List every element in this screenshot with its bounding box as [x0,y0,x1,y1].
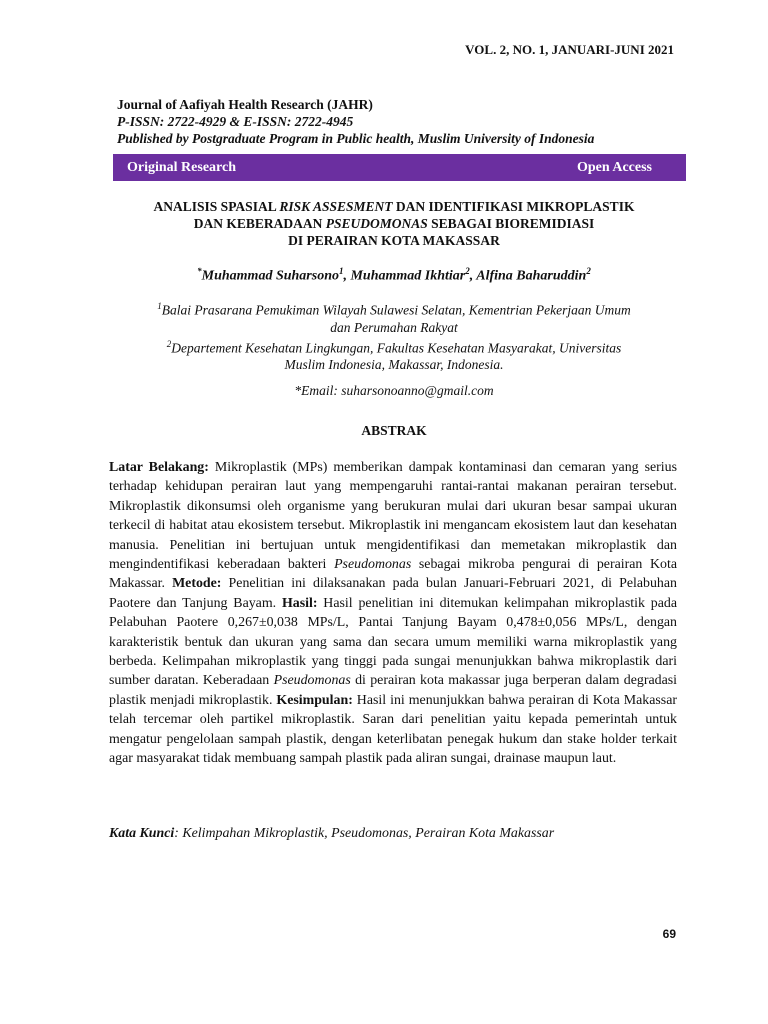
abstract-text: di perairan kota makassar juga berperan dalam degradasi plastik menjadi mikroplastik. [109,673,678,708]
title-part: SEBAGAI BIOREMIDIASI [427,216,595,231]
title-part: DI PERAIRAN KOTA MAKASSAR [288,233,500,248]
abstract-body [109,458,677,769]
affiliation-text: Balai Prasarana Pemukiman Wilayah Sulawesi Selatan, Kementrian Pekerjaan Umum [161,302,631,318]
article-type-banner [113,154,686,181]
affiliation-text: dan Perumahan Rakyat [330,319,458,335]
section-label: Hasil: [281,595,318,611]
abstract-text: Hasil ini menunjukkan bahwa perairan di Kota Makassar telah tercemar oleh partikel mikroplastik. Saran dari penelitian yaitu kepada pemerintah untuk mengatur pengelolaan sampah plastik, dengan keterlibatan penegak hukum dan stake holder terkait agar masyarakat tidak membuang sampah plastik pada aliran sungai, drainase maupun laut. [109,692,677,767]
affiliation-text: Departement Kesehatan Lingkungan, Fakultas Kesehatan Masyarakat, Universitas [171,340,622,355]
title-italic: PSEUDOMONAS [325,216,428,231]
author-email: *Email: suharsonoanno@gmail.com [294,383,494,398]
volume-header: VOL. 2, NO. 1, JANUARI-JUNI 2021 [465,42,674,57]
abstract-italic: Pseudomonas [334,557,412,573]
title-part: DAN IDENTIFIKASI MIKROPLASTIK [392,199,635,214]
section-label: Metode: [172,576,222,592]
keywords-label: Kata Kunci [109,826,175,841]
abstract-text: Hasil penelitian ini ditemukan kelimpahan mikroplastik pada Pelabuhan Paotere 0,267±0,038 MPs/L, Pantai Tanjung Bayam 0,478±0,056 MPs/L, dengan karakteristik bentuk dan ukuran yang sama dan secara umum memiliki warna mikroplastik yang berbeda. Kelimpahan mikroplastik yang tinggi pada sungai menunjukkan bahwa mikroplastik dari sumber daratan. Keberadaan [109,595,677,689]
title-part: ANALISIS SPASIAL [153,199,280,214]
abstract-text: Penelitian ini dilaksanakan pada bulan Januari-Februari 2021, di Pelabuhan Paotere dan Tanjung Bayam. [109,576,677,611]
article-type-label: Original Research [127,159,237,175]
author-affil-mark: 2 [586,266,591,276]
journal-info [117,96,687,147]
section-label: Kesimpulan: [276,692,353,708]
abstract-italic: Pseudomonas [273,673,351,689]
title-italic: RISK ASSESMENT [279,199,393,214]
keywords-text: : Kelimpahan Mikroplastik, Pseudomonas, Perairan Kota Makassar [174,826,555,841]
affiliation-text: Muslim Indonesia, Makassar, Indonesia. [284,357,504,372]
journal-publisher: Published by Postgraduate Program in Public health, Muslim University of Indonesia [117,131,595,146]
corresponding-mark: * [197,266,202,276]
affiliations [109,298,679,373]
author-affil-mark: 2 [465,266,470,276]
section-label: Latar Belakang: [109,460,209,475]
abstract-text: Mikroplastik (MPs) memberikan dampak kontaminasi dan cemaran yang serius terhadap kehidupan perairan laut yang mempengaruhi rantai-rantai makanan perairan tersebut. Mikroplastik dikonsumsi oleh organisme yang berukuran mulai dari ukuran besar sampai ukuran terkecil di habitat atau ekosistem tersebut. Mikroplastik ini mengancam ekosistem laut dan kesehatan manusia. Penelitian ini bertujuan untuk mengidentifikasi dan memetakan mikroplastik dan mengindentifikasi keberadaan bakteri [109,460,677,573]
author-affil-mark: 1 [338,266,344,276]
page-number: 69 [662,927,676,941]
article-title [109,198,679,249]
affil-mark: 1 [157,301,162,311]
journal-issn: P-ISSN: 2722-4929 & E-ISSN: 2722-4945 [117,114,354,129]
author-name: Muhammad Suharsono [201,268,339,284]
journal-name: Journal of Aafiyah Health Research (JAHR) [117,97,373,112]
author-name: , Alfina Baharuddin [469,268,587,284]
keywords [109,826,679,842]
author-list [109,266,679,285]
affil-mark: 2 [166,338,172,349]
title-part: DAN KEBERADAAN [193,216,326,231]
author-name: , Muhammad Ikhtiar [343,268,466,284]
access-label: Open Access [576,159,652,175]
abstract-heading: ABSTRAK [361,423,427,438]
abstract-text: sebagai mikroba pengurai di perairan Kota Makassar. [109,557,677,592]
